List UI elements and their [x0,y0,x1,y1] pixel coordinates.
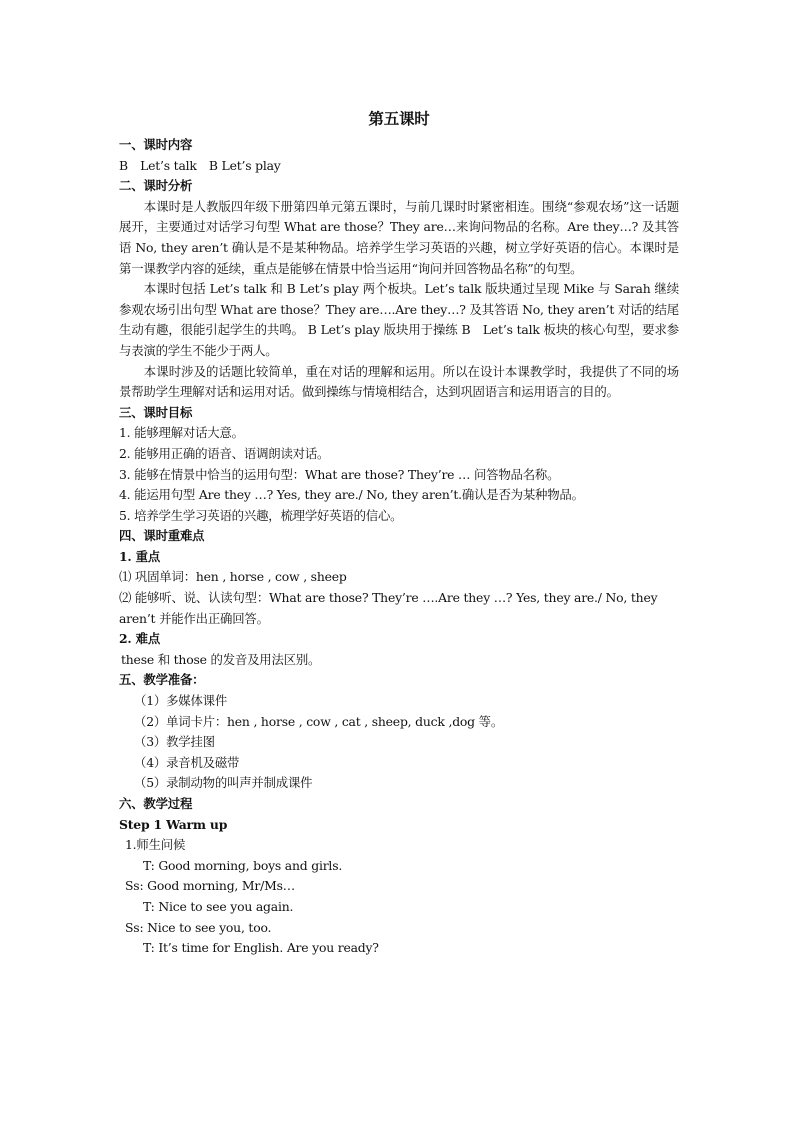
key-point-item: ⑴ 巩固单词：hen , horse , cow , sheep [119,569,347,585]
section-heading-analysis: 二、课时分析 [119,178,193,194]
subheading-key: 1. 重点 [119,548,161,564]
lesson-content-text: B Let’s talk B Let’s play [119,157,281,173]
section-heading-objectives: 三、课时目标 [119,404,193,420]
dialog-line: T: Nice to see you again. [143,898,294,914]
preparation-item: （3）教学挂图 [134,734,215,750]
section-heading-preparation: 五、教学准备： [119,672,205,688]
objective-item: 3. 能够在情景中恰当的运用句型：What are those? They’re … 问答物品名称。 [119,466,560,482]
dialog-line: T: Good morning, boys and girls. [143,857,343,873]
dialog-line: Ss: Nice to see you, too. [125,919,272,935]
analysis-paragraph: 本课时包括 Let’s talk 和 B Let’s play 两个板块。Let’s talk 版块通过呈现 Mike 与 Sarah 继续参观农场引出句型 What are those？They are….Are they…? 及其答语 No, they aren’t 对话的结尾生动有趣，很能引起学生的共鸣。 B Let’s play 版块用于操练 B Let’s talk 板块的核心句型，要求参与表演的学生不能少于两人。 [119,281,679,358]
analysis-paragraph: 本课时涉及的话题比较简单，重在对话的理解和运用。所以在设计本课教学时，我提供了不同的场景帮助学生理解对话和运用对话。做到操练与情境相结合，达到巩固语言和运用语言的目的。 [119,363,679,400]
dialog-line: Ss: Good morning, Mr/Ms… [125,878,295,894]
preparation-item: （1）多媒体课件 [134,693,228,709]
objective-item: 4. 能运用句型 Are they …? Yes, they are./ No, they aren’t.确认是否为某种物品。 [119,487,584,503]
lesson-plan [119,108,679,959]
preparation-item: （2）单词卡片：hen , horse , cow , cat , sheep, duck ,dog 等。 [134,713,504,729]
objective-item: 1. 能够理解对话大意。 [119,425,244,441]
dialog-line: T: It’s time for English. Are you ready? [143,940,379,956]
preparation-item: （4）录音机及磁带 [134,754,240,770]
section-heading-content: 一、课时内容 [119,137,193,152]
step-heading: Step 1 Warm up [119,816,228,832]
section-heading-key-points: 四、课时重难点 [119,528,205,544]
step-subheading: 1.师生问候 [125,837,186,853]
preparation-item: （5）录制动物的叫声并制成课件 [134,775,313,791]
difficulty-item: these 和 those 的发音及用法区别。 [121,651,321,667]
key-point-item: ⑵ 能够听、说、认读句型：What are those? They’re ….Are they …? Yes, they are./ No, they aren’t 并能作出正确回答。 [119,590,658,626]
objective-item: 2. 能够用正确的语音、语调朗读对话。 [119,445,330,461]
page-title: 第五课时 [368,109,430,128]
objective-item: 5. 培养学生学习英语的兴趣，梳理学好英语的信心。 [119,507,403,523]
subheading-difficulty: 2. 难点 [119,631,161,647]
analysis-paragraph: 本课时是人教版四年级下册第四单元第五课时，与前几课时时紧密相连。围绕“参观农场”这一话题展开，主要通过对话学习句型 What are those？They are…来询问物品的名称。Are they…? 及其答语 No, they aren’t 确认是不是某种物品。培养学生学习英语的兴趣，树立学好英语的信心。本课时是第一课教学内容的延续，重点是能够在情景中恰当运用“询问并回答物品名称”的句型。 [119,198,679,276]
section-heading-process: 六、教学过程 [119,796,193,811]
